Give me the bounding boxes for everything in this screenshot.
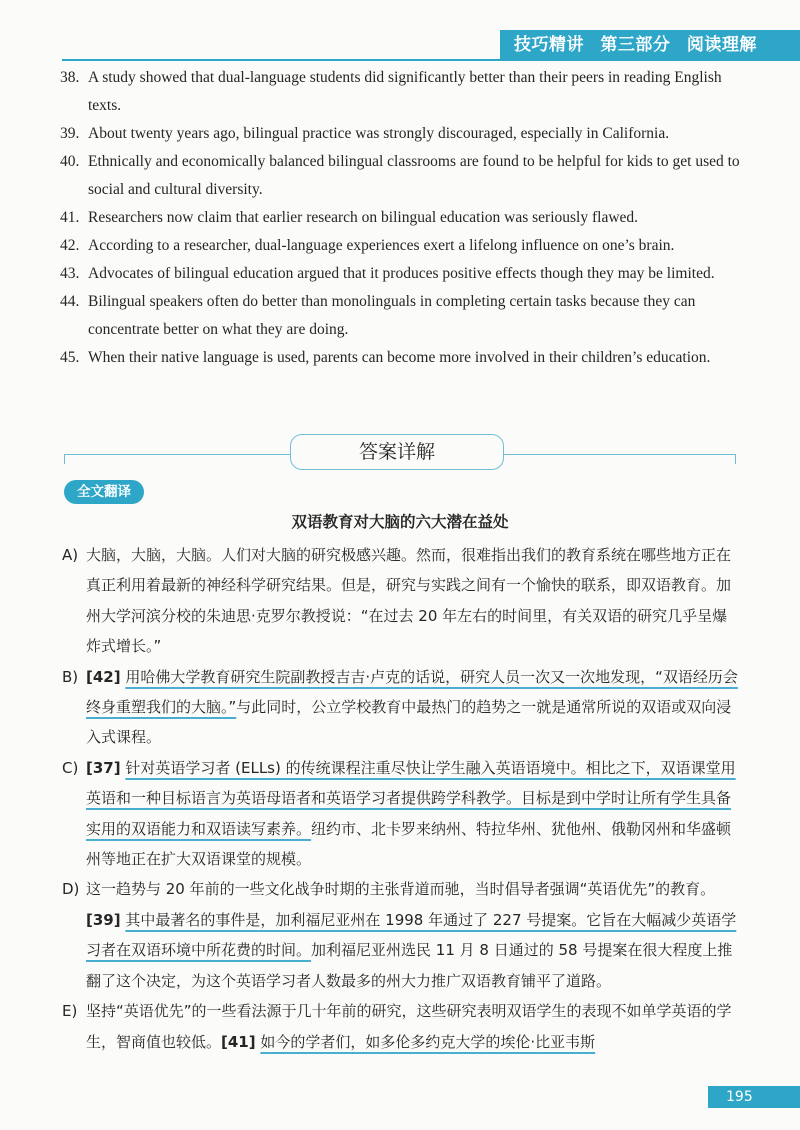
question-item: [60, 204, 740, 232]
question-text: Researchers now claim that earlier research on bilingual education was seriously flawed.: [88, 209, 639, 226]
underlined-text: 其中最著名的事件是，加利福尼亚州在 1998 年通过了 227 号提案。它旨在大幅减少英语学习者在双语环境中所花费的时间。: [86, 910, 737, 960]
question-ref: [41]: [221, 1032, 256, 1051]
question-item: [60, 288, 740, 344]
header-section-2: 第三部分: [600, 35, 671, 55]
paragraph-text: 大脑，大脑，大脑。人们对大脑的研究极感兴趣。然而，很难指出我们的教育系统在哪些地方正在真正利用着最新的神经科学研究结果。但是，研究与实践之间有一个愉快的联系，即双语教育。加州大学河滨分校的朱迪思·克罗尔教授说：“在过去 20 年左右的时间里，有关双语的研究几乎呈爆炸式增长。”: [86, 546, 732, 656]
paragraph-a: [62, 540, 742, 662]
header-section-1: 技巧精讲: [514, 35, 584, 55]
question-number: 38.: [60, 69, 80, 86]
underlined-text: 针对英语学习者 (ELLs) 的传统课程注重尽快让学生融入英语语境中。相比之下，双语课堂用英语和一种目标语言为英语母语者和英语学习者提供跨学科教学。目标是到中学时让所有学生具备实用的双语能力和双语读写素养。: [86, 758, 736, 838]
underlined-text: 用哈佛大学教育研究生院副教授吉吉·卢克的话说，研究人员一次又一次地发现，“双语经历会终身重塑我们的大脑。”: [86, 667, 738, 717]
paragraph-letter: B): [62, 667, 79, 686]
question-text: About twenty years ago, bilingual practice was strongly discouraged, especially in California.: [88, 125, 670, 142]
header-section-3: 阅读理解: [686, 35, 757, 55]
paragraph-c: [62, 753, 742, 875]
question-ref: [39]: [86, 910, 121, 929]
question-item: [60, 148, 740, 204]
paragraph-text: 加利福尼亚州选民 11 月 8 日通过的 58 号提案在很大程度上推翻了这个决定，为这个英语学习者人数最多的州大力推广双语教育铺平了道路。: [86, 941, 733, 990]
underlined-text: 如今的学者们，如多伦多约克大学的埃伦·比亚韦斯: [260, 1032, 596, 1051]
question-item: [60, 232, 740, 260]
question-ref: [37]: [86, 758, 121, 777]
question-number: 40.: [60, 153, 80, 170]
banner-tick-right: [735, 454, 736, 464]
answer-section-banner: [64, 434, 736, 474]
header-rule: [62, 59, 800, 61]
question-number: 44.: [60, 293, 80, 310]
paragraph-text: 这一趋势与 20 年前的一些文化战争时期的主张背道而驰，当时倡导者强调“英语优先”的教育。: [86, 880, 716, 899]
question-number: 43.: [60, 265, 80, 282]
banner-tick-left: [64, 454, 65, 464]
paragraph-text: 与此同时，公立学校教育中最热门的趋势之一就是通常所说的双语或双向浸入式课程。: [86, 698, 732, 747]
paragraph-e: [62, 996, 742, 1057]
question-text: According to a researcher, dual-language experiences exert a lifelong influence on one’s brain.: [88, 237, 675, 254]
paragraph-letter: A): [62, 546, 79, 564]
question-text: When their native language is used, parents can become more involved in their children’s education.: [88, 349, 711, 366]
question-text: Bilingual speakers often do better than monolinguals in completing certain tasks because they can concentrate better on what they are doing.: [88, 293, 696, 338]
question-item: [60, 344, 740, 372]
paragraph-letter: D): [62, 880, 80, 899]
running-header: [500, 30, 800, 60]
question-number: 39.: [60, 125, 80, 142]
question-number: 41.: [60, 209, 80, 226]
answer-section-title: 答案详解: [290, 434, 504, 470]
page-number: 195: [708, 1086, 800, 1108]
question-number: 45.: [60, 349, 80, 366]
question-item: [60, 260, 740, 288]
paragraph-d: [62, 874, 742, 996]
question-text: A study showed that dual-language students did significantly better than their peers in reading English texts.: [88, 69, 722, 114]
paragraph-text: 纽约市、北卡罗来纳州、特拉华州、犹他州、俄勒冈州和华盛顿州等地正在扩大双语课堂的规模。: [86, 819, 732, 869]
translation-body: [62, 540, 742, 1057]
paragraph-letter: E): [62, 1002, 78, 1021]
question-list: [60, 64, 740, 372]
paragraph-text: 坚持“英语优先”的一些看法源于几十年前的研究，这些研究表明双语学生的表现不如单学英语的学生，智商值也较低。: [86, 1002, 732, 1051]
question-ref: [42]: [86, 667, 121, 686]
paragraph-b: [62, 662, 742, 753]
article-title: 双语教育对大脑的六大潜在益处: [291, 513, 509, 531]
translation-tag: 全文翻译: [64, 480, 144, 504]
question-item: [60, 120, 740, 148]
question-text: Advocates of bilingual education argued that it produces positive effects though they may be limited.: [88, 265, 715, 282]
question-number: 42.: [60, 237, 80, 254]
question-text: Ethnically and economically balanced bilingual classrooms are found to be helpful for kids to get used to social and cultural diversity.: [88, 153, 740, 198]
question-item: [60, 64, 740, 120]
paragraph-letter: C): [62, 758, 79, 777]
